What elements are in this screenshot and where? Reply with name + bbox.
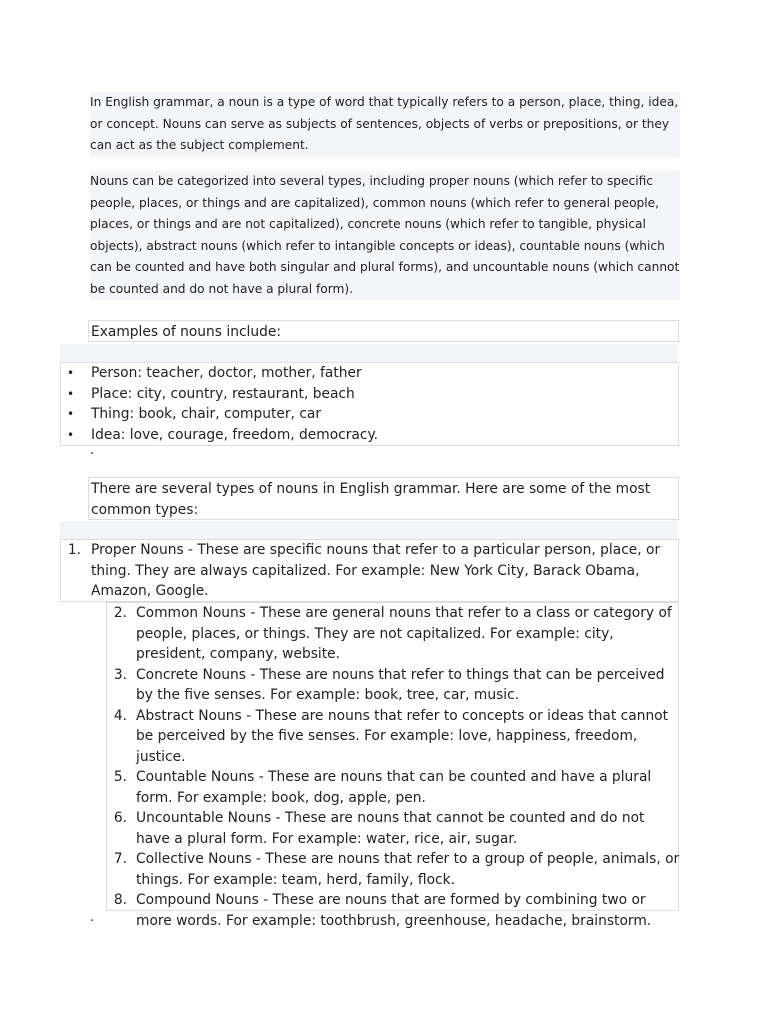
list-item: • Idea: love, courage, freedom, democracy.	[61, 425, 378, 446]
list-item	[107, 767, 680, 808]
list-item-text: Collective Nouns - These are nouns that refer to a group of people, animals, or things. For example: team, herd, family, flock.	[136, 851, 680, 888]
types-intro: There are several types of nouns in English grammar. Here are some of the most common types:	[91, 481, 651, 518]
list-number: 2.	[113, 605, 127, 621]
list-number: 8.	[113, 892, 127, 908]
list-item	[107, 808, 680, 849]
list-item-text: Compound Nouns - These are nouns that are formed by combining two or more words. For example: toothbrush, greenhouse, headache, brainstorm.	[136, 892, 652, 929]
list-item-text: Abstract Nouns - These are nouns that refer to concepts or ideas that cannot be perceived by the five senses. For example: love, happiness, freedom, justice.	[136, 707, 669, 765]
list-item: • Person: teacher, doctor, mother, father	[61, 363, 378, 384]
list-item	[107, 849, 680, 890]
list-number: 6.	[113, 810, 127, 826]
list-item	[107, 706, 680, 768]
examples-list	[61, 363, 378, 445]
list-item	[107, 665, 680, 706]
list-number: 7.	[113, 851, 127, 867]
separator-mark: .	[90, 910, 95, 925]
list-item: • Thing: book, chair, computer, car	[61, 404, 378, 425]
list-number: 3.	[113, 666, 127, 683]
examples-heading-box	[88, 320, 679, 342]
list-number: 4.	[113, 707, 127, 724]
types-list	[107, 603, 680, 931]
list-item	[107, 603, 680, 665]
types-list-box	[106, 602, 680, 929]
list-number: 1.	[67, 542, 81, 558]
spacer-strip	[60, 344, 678, 362]
types-intro-box	[88, 477, 679, 520]
types-paragraph: Nouns can be categorized into several types, including proper nouns (which refer to specific people, places, or things and are capitalized), common nouns (which refer to general people, places, or things and are not capitalized), concrete nouns (which refer to tangible, physical objects), abstract nouns (which refer to intangible concepts or ideas), countable nouns (which can be counted and have both singular and plural forms), and uncountable nouns (which cannot be counted and do not have a plural form).	[90, 171, 680, 300]
list-item-text: Common Nouns - These are general nouns that refer to a class or category of people, places, or things. They are not capitalized. For example: city, president, company, website.	[136, 605, 672, 662]
separator-mark: .	[90, 443, 95, 458]
list-item	[107, 890, 680, 931]
list-number: 5.	[113, 769, 127, 785]
list-item-text: Uncountable Nouns - These are nouns that cannot be counted and do not have a plural form. For example: water, rice, air, sugar.	[136, 810, 645, 847]
examples-list-box	[60, 362, 679, 446]
types-first-list	[61, 540, 680, 602]
examples-heading: Examples of nouns include:	[91, 324, 281, 340]
types-first-box	[60, 539, 679, 602]
list-item-text: Proper Nouns - These are specific nouns that refer to a particular person, place, or thing. They are always capitalized. For example: New York City, Barack Obama, Amazon, Google.	[91, 542, 661, 599]
intro-paragraph: In English grammar, a noun is a type of word that typically refers to a person, place, thing, idea, or concept. Nouns can serve as subjects of sentences, objects of verbs or prepositions, or they can act as the subject complement.	[90, 92, 680, 157]
list-item-text: Countable Nouns - These are nouns that can be counted and have a plural form. For example: book, dog, apple, pen.	[136, 769, 652, 806]
spacer-strip	[60, 521, 678, 539]
list-item: • Place: city, country, restaurant, beach	[61, 384, 378, 405]
list-item	[61, 540, 680, 602]
list-item-text: Concrete Nouns - These are nouns that refer to things that can be perceived by the five senses. For example: book, tree, car, music.	[136, 666, 665, 703]
